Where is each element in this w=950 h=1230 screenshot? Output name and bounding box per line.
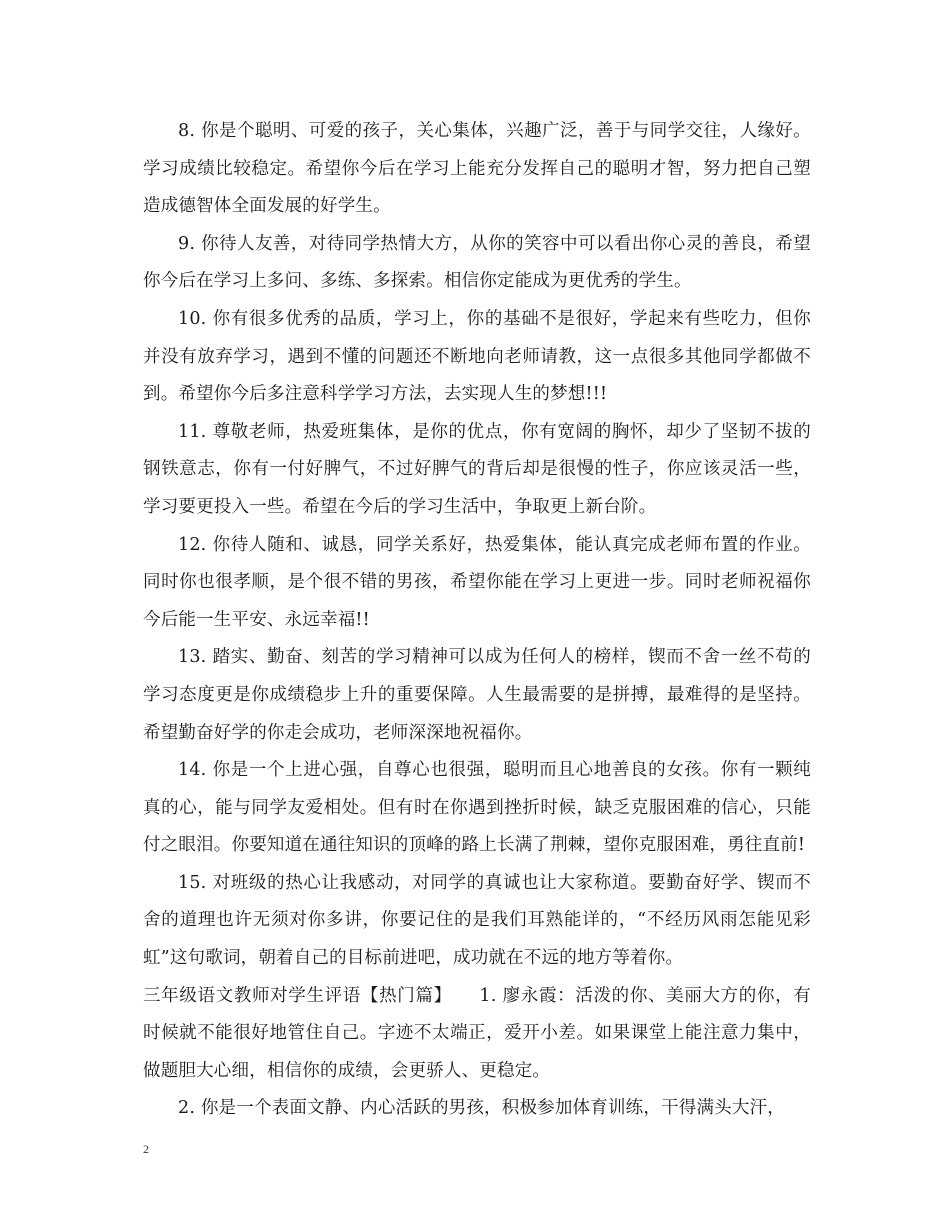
page-number: 2 (143, 1142, 149, 1156)
comment-paragraph-8: 8. 你是个聪明、可爱的孩子，关心集体，兴趣广泛，善于与同学交往，人缘好。学习成绩比较稳定。希望你今后在学习上能充分发挥自己的聪明才智，努力把自己塑造成德智体全面发展的好学生。 (143, 121, 811, 217)
comment-paragraph-14: 14. 你是一个上进心强，自尊心也很强，聪明而且心地善良的女孩。你有一颗纯真的心，能与同学友爱相处。但有时在你遇到挫折时候，缺乏克服困难的信心，只能付之眼泪。你要知道在通往知识的顶峰的路上长满了荆棘，望你克服困难，勇往直前! (143, 760, 811, 856)
comment-paragraph-13: 13. 踏实、勤奋、刻苦的学习精神可以成为任何人的榜样，锲而不舍一丝不苟的学习态度更是你成绩稳步上升的重要保障。人生最需要的是拼搏，最难得的是坚持。希望勤奋好学的你走会成功，老师深深地祝福你。 (143, 647, 811, 743)
comment-paragraph-9: 9. 你待人友善，对待同学热情大方，从你的笑容中可以看出你心灵的善良，希望你今后在学习上多问、多练、多探索。相信你定能成为更优秀的学生。 (143, 233, 811, 292)
comment-paragraph-12: 12. 你待人随和、诚恳，同学关系好，热爱集体，能认真完成老师布置的作业。同时你也很孝顺，是个很不错的男孩，希望你能在学习上更进一步。同时老师祝福你今后能一生平安、永远幸福!! (143, 534, 811, 630)
section-heading-paragraph: 三年级语文教师对学生评语【热门篇】 1. 廖永霞：活泼的你、美丽大方的你，有时候就不能很好地管住自己。字迹不太端正，爱开小差。如果课堂上能注意力集中，做题胆大心细，相信你的成绩，会更骄人、更稳定。 (143, 985, 811, 1081)
comment-paragraph-11: 11. 尊敬老师，热爱班集体，是你的优点，你有宽阔的胸怀，却少了坚韧不拔的钢铁意志，你有一付好脾气，不过好脾气的背后却是很慢的性子，你应该灵活一些，学习要更投入一些。希望在今后的学习生活中，争取更上新台阶。 (143, 421, 811, 517)
comment-paragraph-15: 15. 对班级的热心让我感动，对同学的真诚也让大家称道。要勤奋好学、锲而不舍的道理也许无须对你多讲，你要记住的是我们耳熟能详的，“不经历风雨怎能见彩虹”这句歌词，朝着自己的目标前进吧，成功就在不远的地方等着你。 (143, 872, 811, 969)
document-body (143, 113, 811, 1128)
comment-paragraph-10: 10. 你有很多优秀的品质，学习上，你的基础不是很好，学起来有些吃力，但你并没有放弃学习，遇到不懂的问题还不断地向老师请教，这一点很多其他同学都做不到。希望你今后多注意科学学习方法，去实现人生的梦想!!! (143, 308, 811, 405)
comment-paragraph-2: 2. 你是一个表面文静、内心活跃的男孩，积极参加体育训练，干得满头大汗， (178, 1098, 785, 1119)
